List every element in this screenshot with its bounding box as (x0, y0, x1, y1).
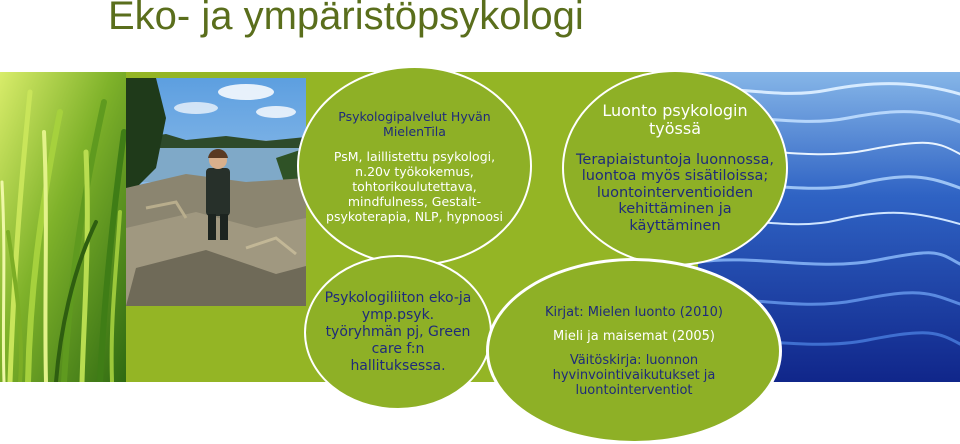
page-title: Eko- ja ympäristöpsykologi (108, 0, 584, 38)
nature-description: Terapiaistuntoja luonnossa, luontoa myös sisätiloissa; luontointerventioiden kehittäminen ja käyttäminen (576, 151, 774, 234)
books-bubble (486, 258, 782, 444)
association-description: Psykologiliiton eko-ja ymp.psyk. työryhmän pj, Green care f:n hallituksessa. (324, 290, 472, 374)
nature-bubble (562, 70, 788, 266)
thesis: Väitöskirja: luonnon hyvinvointivaikutukset ja luontointerventiot (552, 352, 716, 398)
book-mielen-luonto: Kirjat: Mielen luonto (2010) (545, 304, 723, 320)
services-description: PsM, laillistettu psykologi, n.20v työkokemus, tohtorikoulutettava, mindfulness, Gestalt-psykoterapia, NLP, hypnoosi (326, 148, 503, 224)
book-mieli-ja-maisemat: Mieli ja maisemat (2005) (553, 328, 715, 344)
services-bubble (297, 66, 532, 266)
association-bubble (304, 255, 492, 410)
person-photo (126, 78, 306, 306)
grass-image (0, 72, 126, 382)
nature-heading: Luonto psykologin työssä (602, 100, 748, 138)
services-heading: Psykologipalvelut Hyvän MielenTila (338, 108, 491, 139)
